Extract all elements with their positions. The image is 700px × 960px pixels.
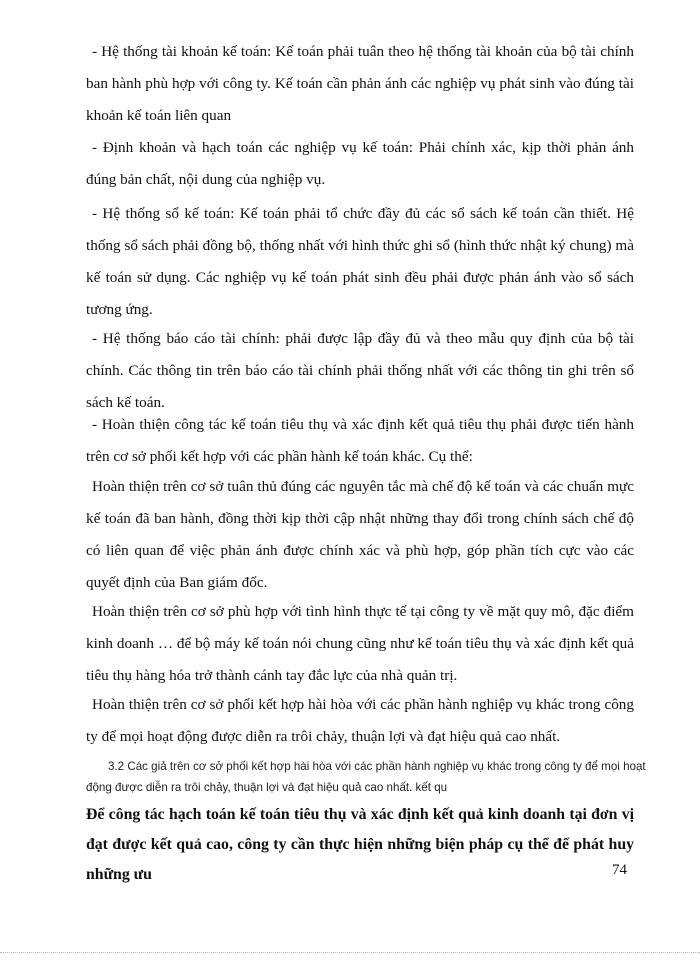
section-heading-3-2: 3.2 Các giả trên cơ sở phối kết hợp hài hòa với các phần hành nghiệp vụ khác trong công ty để mọi hoạt động được diễn ra trôi chảy, thuận lợi và đạt hiệu quả cao nhất. kết qu: [86, 760, 646, 794]
page-number: 74: [612, 862, 627, 878]
paragraph-financial-reports: - Hệ thống báo cáo tài chính: phải được lập đầy đủ và theo mẫu quy định của bộ tài chính. Các thông tin trên báo cáo tài chính phải thống nhất với các thông tin ghi trên sổ sách kế toán.: [86, 330, 634, 411]
page-border-line: [0, 952, 700, 953]
paragraph-ledger-system: - Hệ thống sổ kế toán: Kế toán phải tổ chức đầy đủ các sổ sách kế toán cần thiết. Hệ thống sổ sách phải đồng bộ, thống nhất với hình thức ghi sổ (hình thức nhật ký chung) mà kế toán sử dụng. Các nghiệp vụ kế toán phát sinh đều phải được phản ánh vào sổ sách tương ứng.: [86, 205, 634, 318]
paragraph-accounting-entries: - Định khoản và hạch toán các nghiệp vụ kế toán: Phải chính xác, kịp thời phản ánh đúng bản chất, nội dung của nghiệp vụ.: [86, 139, 634, 188]
paragraph-fit-reality: Hoàn thiện trên cơ sở phù hợp với tình hình thực tế tại công ty về mặt quy mô, đặc điểm kinh doanh … để bộ máy kế toán nói chung cũng như kế toán tiêu thụ và xác định kết quả tiêu thụ hàng hóa trở thành cánh tay đắc lực của nhà quản trị.: [86, 603, 634, 684]
paragraph-coordination: Hoàn thiện trên cơ sở phối kết hợp hài hòa với các phần hành nghiệp vụ khác trong công ty để mọi hoạt động được diễn ra trôi chảy, thuận lợi và đạt hiệu quả cao nhất.: [86, 696, 634, 745]
paragraph-sales-accounting: - Hoàn thiện công tác kế toán tiêu thụ và xác định kết quả tiêu thụ phải được tiến hành trên cơ sở phối kết hợp với các phần hành kế toán khác. Cụ thể:: [86, 416, 634, 465]
paragraph-compliance: Hoàn thiện trên cơ sở tuân thủ đúng các nguyên tắc mà chế độ kế toán và các chuẩn mực kế toán đã ban hành, đồng thời kịp thời cập nhật những thay đổi trong chính sách chế độ có liên quan để việc phản ánh được chính xác và phù hợp, góp phần tích cực vào các quyết định của Ban giám đốc.: [86, 478, 634, 591]
paragraph-account-system: - Hệ thống tài khoản kế toán: Kế toán phải tuân theo hệ thống tài khoản của bộ tài chính ban hành phù hợp với công ty. Kế toán cần phản ánh các nghiệp vụ phát sinh vào đúng tài khoản kế toán liên quan: [86, 43, 634, 124]
paragraph-measures: Để công tác hạch toán kế toán tiêu thụ và xác định kết quả kinh doanh tại đơn vị đạt được kết quả cao, công ty cần thực hiện những biện pháp cụ thể để phát huy những ưu: [86, 806, 634, 883]
